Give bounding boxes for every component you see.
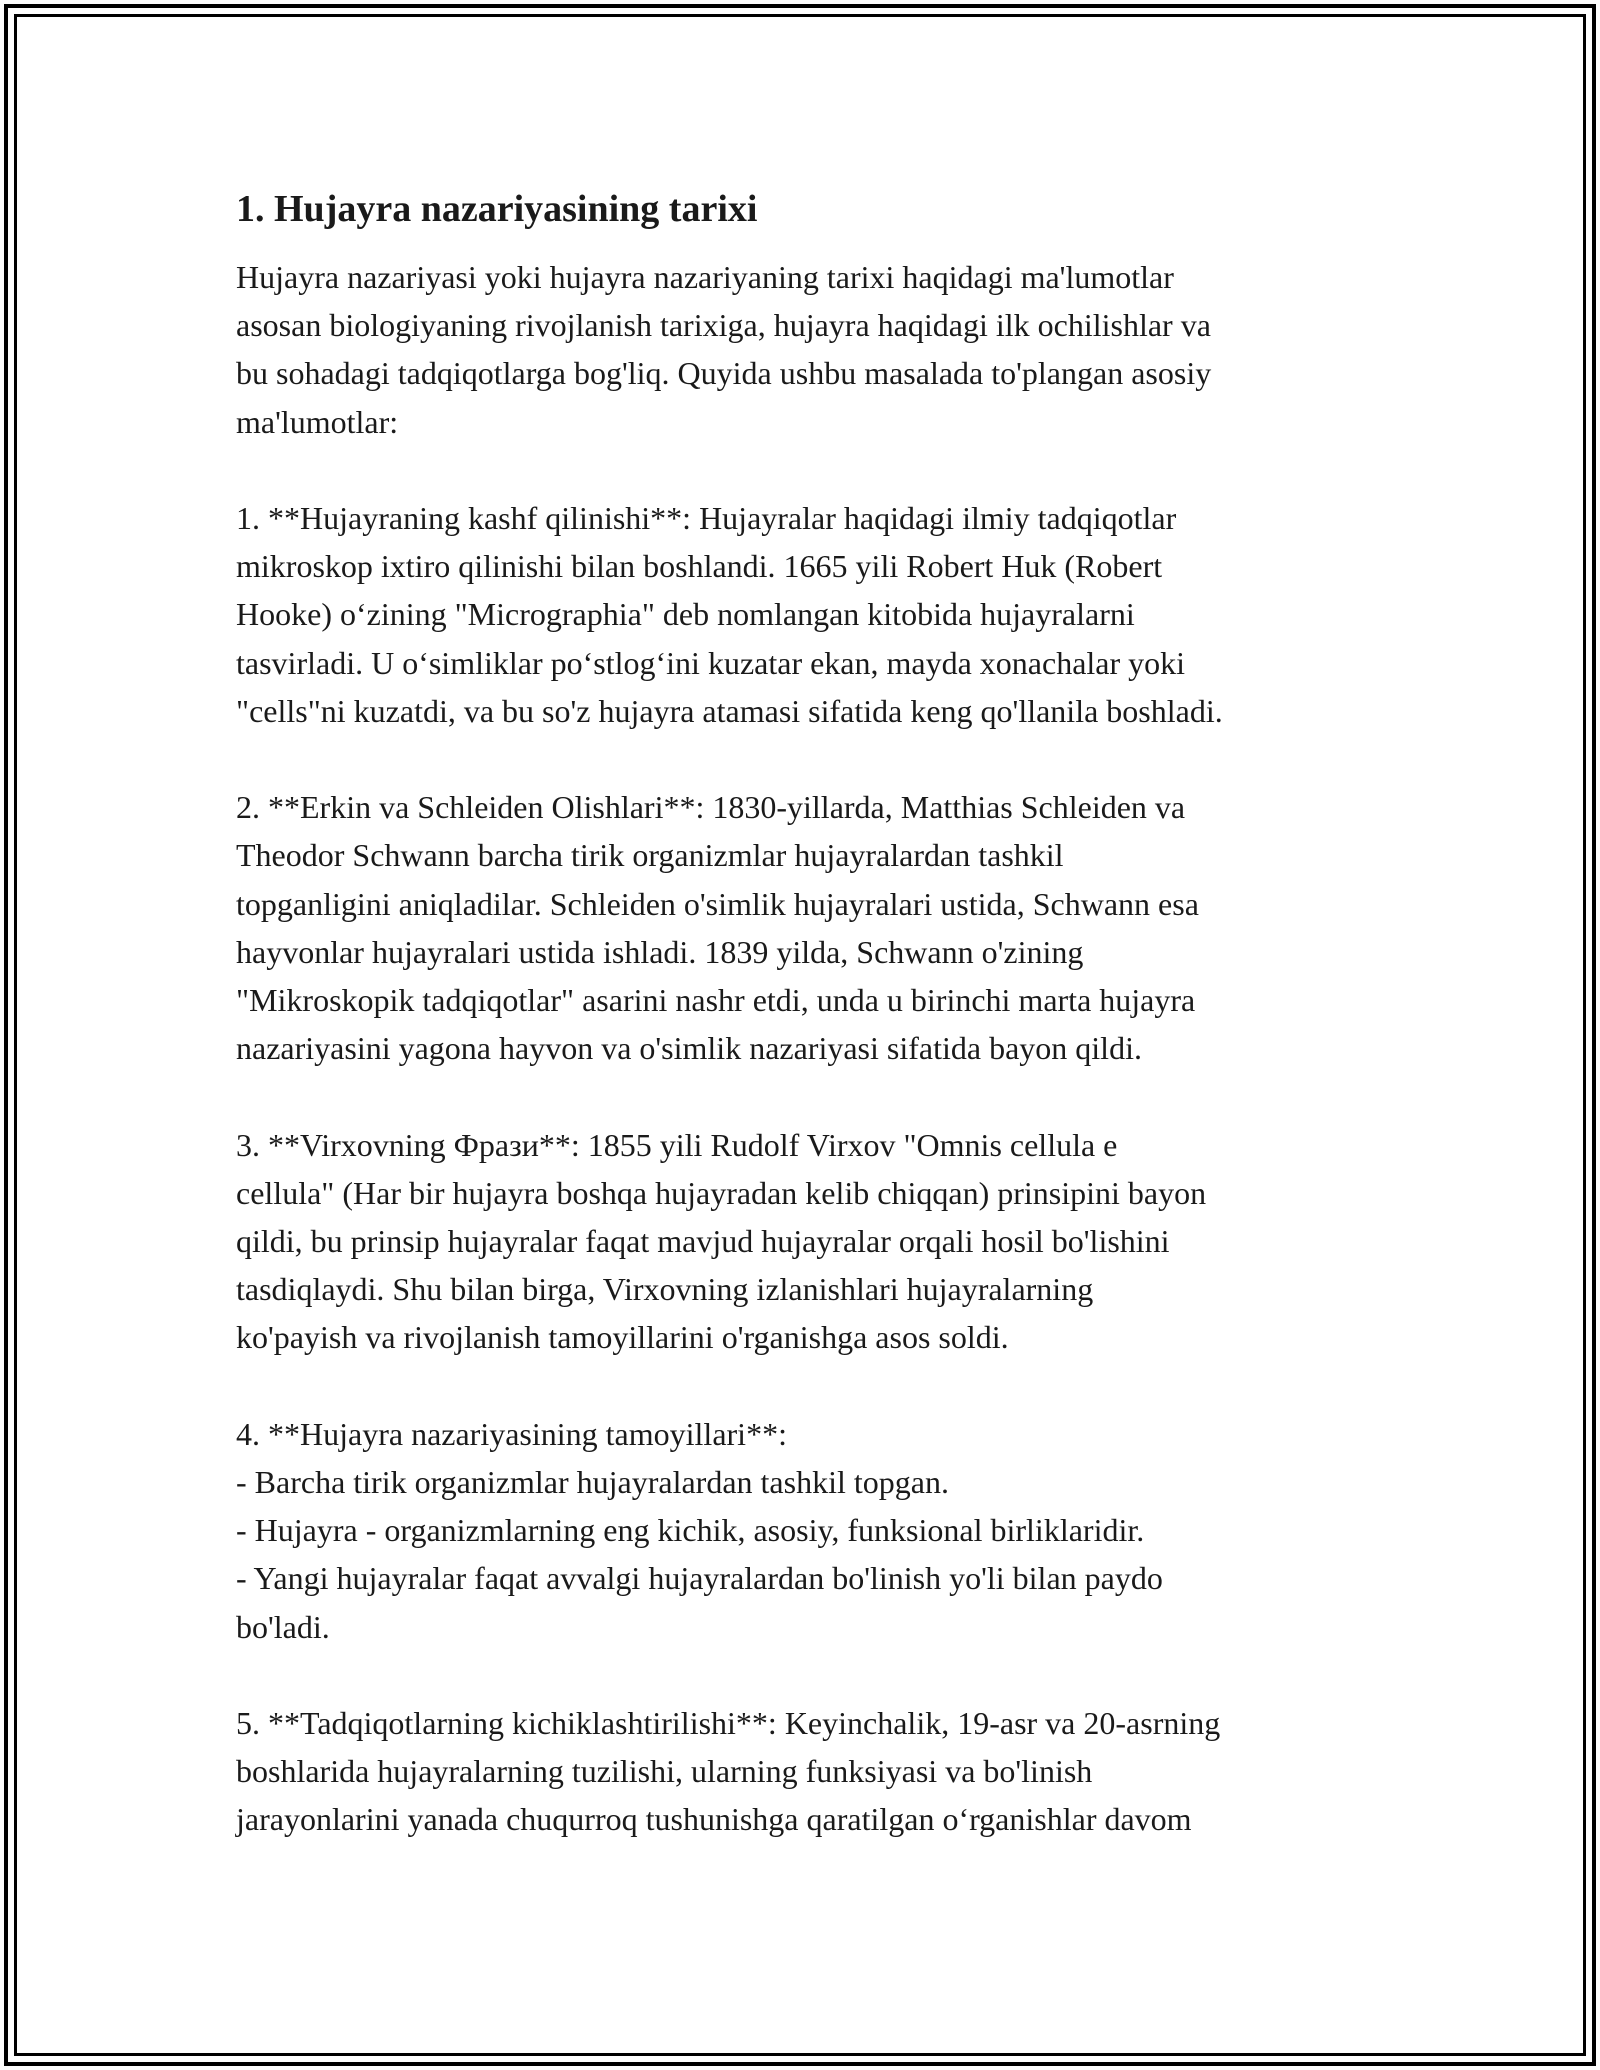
document-title: 1. Hujayra nazariyasining tarixi (236, 188, 758, 230)
document-body (236, 185, 1396, 1844)
paragraph-cell-discovery: 1. **Hujayraning kashf qilinishi**: Hujayralar haqidagi ilmiy tadqiqotlar mikroskop ixtiro qilinishi bilan boshlandi. 1665 yili Robert Huk (Robert Hooke) o‘zining "Micrographia" deb nomlangan kitobida hujayralarni tasvirladi. U o‘simliklar po‘stlog‘ini kuzatar ekan, mayda xonachalar yoki "cells"ni kuzatdi, va bu so'z hujayra atamasi sifatida keng qo'llanila boshladi. (236, 500, 1223, 729)
paragraph-intro: Hujayra nazariyasi yoki hujayra nazariyaning tarixi haqidagi ma'lumotlar asosan biologiyaning rivojlanish tarixiga, hujayra haqidagi ilk ochilishlar va bu sohadagi tadqiqotlarga bog'liq. Quyida ushbu masalada to'plangan asosiy ma'lumotlar: (236, 259, 1212, 440)
paragraph-virchow: 3. **Virxovning Фрази**: 1855 yili Rudolf Virxov "Omnis cellula e cellula" (Har bir hujayra boshqa hujayradan kelib chiqqan) prinsipini bayon qildi, bu prinsip hujayralar faqat mavjud hujayralar orqali hosil bo'lishini tasdiqlaydi. Shu bilan birga, Virxovning izlanishlari hujayralarning ko'payish va rivojlanish tamoyillarini o'rganishga asos soldi. (236, 1126, 1207, 1356)
paragraph-later-research: 5. **Tadqiqotlarning kichiklashtirilishi**: Keyinchalik, 19-asr va 20-asrning boshlarida hujayralarning tuzilishi, ularning funksiyasi va bo'linish jarayonlarini yanada chuqurroq tushunishga qaratilgan o‘rganishlar davom (236, 1705, 1221, 1838)
paragraph-principles: 4. **Hujayra nazariyasining tamoyillari**: - Barcha tirik organizmlar hujayralardan tashkil topgan. - Hujayra - organizmlarning eng kichik, asosiy, funksional birliklaridir. - Yangi hujayralar faqat avvalgi hujayralardan bo'linish yo'li bilan paydo bo'ladi. (236, 1415, 1163, 1645)
paragraph-schleiden-schwann: 2. **Erkin va Schleiden Olishlari**: 1830-yillarda, Matthias Schleiden va Theodor Schwann barcha tirik organizmlar hujayralardan tashkil topganligini aniqladilar. Schleiden o'simlik hujayralari ustida, Schwann esa hayvonlar hujayralari ustida ishladi. 1839 yilda, Schwann o'zining "Mikroskopik tadqiqotlar" asarini nashr etdi, unda u birinchi marta hujayra nazariyasini yagona hayvon va o'simlik nazariyasi sifatida bayon qildi. (236, 789, 1199, 1067)
